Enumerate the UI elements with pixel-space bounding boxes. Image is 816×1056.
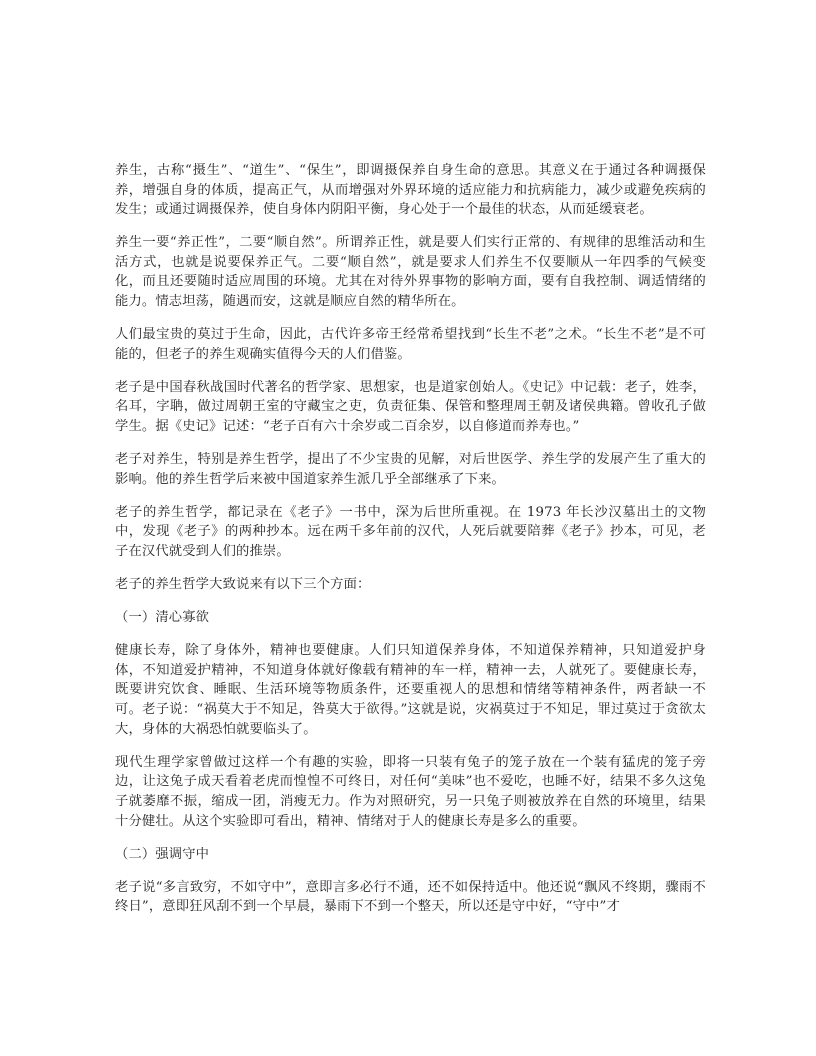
paragraph-2: 养生一要“养正性”，二要“顺自然”。所谓养正性，就是要人们实行正常的、有规律的思维活动和生活方式，也就是说要保养正气。二要“顺自然”，就是要求人们养生不仅要顺从一年四季的气候变化，而且还要随时适应周围的环境。尤其在对待外界事物的影响方面，要有自我控制、调适情绪的能力。情志坦荡，随遇而安，这就是顺应自然的精华所在。: [115, 235, 706, 310]
paragraph-3: 人们最宝贵的莫过于生命，因此，古代许多帝王经常希望找到“长生不老”之术。“长生不老”是不可能的，但老子的养生观确实值得今天的人们借鉴。: [115, 327, 706, 362]
paragraph-5: 老子对养生，特别是养生哲学，提出了不少宝贵的见解，对后世医学、养生学的发展产生了重大的影响。他的养生哲学后来被中国道家养生派几乎全部继承了下来。: [115, 452, 706, 487]
paragraph-8: 现代生理学家曾做过这样一个有趣的实验，即将一只装有兔子的笼子放在一个装有猛虎的笼子旁边，让这兔子成天看着老虎而惶惶不可终日，对任何“美味”也不爱吃，也睡不好，结果不多久这兔子就萎靡不振，缩成一团，消瘦无力。作为对照研究，另一只兔子则被放养在自然的环境里，结果十分健壮。从这个实验即可看出，精神、情绪对于人的健康长寿是多么的重要。: [115, 754, 706, 829]
paragraph-4: 老子是中国春秋战国时代著名的哲学家、思想家，也是道家创始人。《史记》中记载：老子，姓李，名耳，字聃，做过周朝王室的守藏宝之吏，负责征集、保管和整理周王朝及诸侯典籍。曾收孔子做学生。据《史记》记述：“老子百有六十余岁或二百余岁，以自修道而养寿也。”: [115, 379, 706, 435]
paragraph-1: 养生，古称“摄生”、“道生”、“保生”，即调摄保养自身生命的意思。其意义在于通过各种调摄保养，增强自身的体质，提高正气，从而增强对外界环境的适应能力和抗病能力，减少或避免疾病的发生；或通过调摄保养，使自身体内阴阳平衡，身心处于一个最佳的状态，从而延缓衰老。: [115, 163, 706, 218]
section-heading-one: （一）清心寡欲: [115, 610, 210, 626]
paragraph-7: 健康长寿，除了身体外，精神也要健康。人们只知道保养身体，不知道保养精神，只知道爱护身体，不知道爱护精神，不知道身体就好像载有精神的车一样，精神一去，人就死了。要健康长寿，既要讲究饮食、睡眠、生活环境等物质条件，还要重视人的思想和情绪等精神条件，两者缺一不可。老子说：“祸莫大于不知足，咎莫大于欲得。”这就是说，灾祸莫过于不知足，罪过莫过于贪欲太大，身体的大祸恐怕就要临头了。: [115, 643, 706, 737]
paragraph-9-continued: 老子说“多言致穷，不如守中”，意即言多必行不通，还不如保持适中。他还说“飘风不终期，骤雨不终日”，意即狂风刮不到一个早晨，暴雨下不到一个整天，所以还是守中好，“守中”才: [115, 879, 706, 915]
document-text-column: [115, 161, 706, 917]
section-heading-two: （二）强调守中: [115, 846, 210, 862]
paragraph-6: 老子的养生哲学，都记录在《老子》一书中，深为后世所重视。在 1973 年长沙汉墓出土的文物中，发现《老子》的两种抄本。远在两千多年前的汉代，人死后就要陪葬《老子》抄本，可见，老子在汉代就受到人们的推崇。: [115, 504, 706, 559]
paragraph-lead-in: 老子的养生哲学大致说来有以下三个方面：: [115, 577, 371, 593]
